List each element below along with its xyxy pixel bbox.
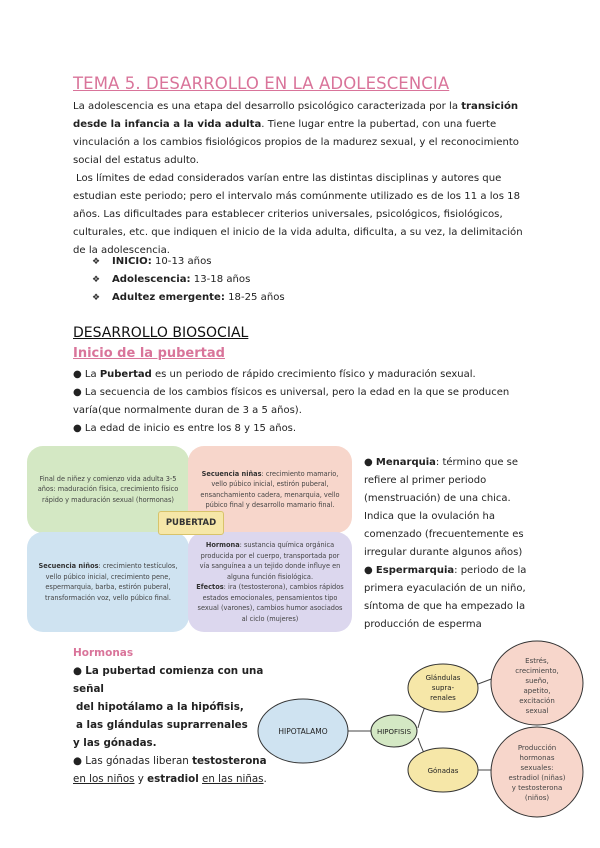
intro-text: . Tiene lugar entre la pubertad, con una fuerte vinculación a los cambios fisiológicos propios de la madurez sexual, y el reconocimiento social del estatus adulto. [73,119,519,166]
estres-label: apetito, [523,687,551,695]
hormonas-line: . [263,773,267,785]
quadrant-text: : crecimiento mamario, vello púbico inicial, estirón puberal, ensanchamiento cadera, menarquia, vello púbico final y desarrollo mamario final. [200,469,340,509]
quadrant-title: Secuencia niños [38,562,99,570]
bullet-value: 13-18 años [190,274,251,285]
text: La [84,369,100,380]
quadrant-title: Secuencia niñas [201,469,262,478]
hormonas-line: en los niños [73,773,135,785]
quadrant-title: Hormona [205,541,240,549]
produccion-label: y testosterona [511,784,563,792]
page-title: TEMA 5. DESARROLLO EN LA ADOLESCENCIA [73,74,450,93]
section-heading-biosocial: DESARROLLO BIOSOCIAL [73,325,249,341]
quadrant-text: Final de niñez y comienzo vida adulta 3-5 años: maduración física, crecimiento físico rápido y maduración sexual (hormonas) [37,474,179,504]
hipotalamo-label: HIPOTALAMO [278,727,328,736]
diamond-icon: ❖ [92,257,101,267]
diamond-icon: ❖ [92,275,101,285]
estres-label: sexual [525,707,549,715]
produccion-label: hormonas [519,754,555,762]
bullet-label: Adultez emergente: [112,292,225,303]
term-label: Espermarquia [375,565,455,576]
bullet-dot-icon: ● [73,423,82,434]
produccion-label: sexuales: [520,764,554,772]
glandulas-label: Glándulas [425,674,461,682]
text-bold: Pubertad [99,369,152,380]
bullet-dot-icon: ● [73,369,82,380]
intro-paragraph-2: Los límites de edad considerados varían entre las distintas disciplinas y autores que estudian este periodo; pero el intervalo más comúnmente utilizado es de los 11 a los 18 años. Las dificultades para establecer criterios universales, psicológicos, fisiológicos, culturales, etc. que indiquen el inicio de la vida adulta, dificulta, a su vez, la delimitación de la adolescencia. [73,173,523,256]
quadrant-title: Efectos [196,583,224,591]
hormonas-line: del hipotálamo a la hipófisis, [76,701,244,713]
hormonas-line: en las niñas [202,773,264,785]
quadrant-text: : ira (testosterona), cambios rápidos estados emocionales, pensamientos tipo sexual (varones), cambios humor asociados al ciclo (mujeres) [197,583,344,623]
hormonas-line: Las gónadas liberan [85,755,193,767]
hormonas-line: estradiol [147,773,199,785]
produccion-node [491,727,583,817]
text: es un periodo de rápido crecimiento físico y maduración sexual. [151,369,476,380]
bullet-dot-icon: ● [73,665,82,677]
bullet-dot-icon: ● [364,457,373,468]
bullet-label: Adolescencia: [112,274,191,285]
bullet-dot-icon: ● [73,387,82,398]
quadrant-text: : sustancia química orgánica producida por el cuerpo, transportada por vía sanguínea a un tejido donde influye en alguna función fisiológica. [199,541,341,581]
intro-text: La adolescencia es una etapa del desarrollo psicológico caracterizada por la [73,101,462,112]
estres-label: crecimiento, [515,667,559,675]
bullet-value: 18-25 años [224,292,285,303]
glandulas-label: supra- [431,684,455,692]
text: La edad de inicio es entre los 8 y 15 años. [84,423,297,434]
hormonas-line: y [134,773,148,785]
hipofisis-label: HIPOFISIS [376,728,412,736]
produccion-label: (niños) [524,794,550,802]
glandulas-label: renales [430,694,456,702]
hormonas-line: La pubertad comienza con una señal [73,665,264,695]
subheading-hormonas: Hormonas [73,647,134,659]
gonadas-label: Gónadas [427,767,459,775]
bullet-dot-icon: ● [73,755,82,767]
produccion-label: estradiol (niñas) [508,774,566,782]
hormonas-line: testosterona [192,755,267,767]
bullet-value: 10-13 años [151,256,212,267]
produccion-label: Producción [517,744,557,752]
hormonas-line: a las glándulas suprarrenales [76,719,248,731]
estres-label: excitación [519,697,555,705]
diamond-icon: ❖ [92,293,101,303]
estres-label: sueño, [525,677,549,685]
bullet-dot-icon: ● [364,565,373,576]
term-label: Menarquia [375,457,436,468]
bullet-label: INICIO: [112,256,152,267]
estres-label: Estrés, [525,657,549,665]
subheading-pubertad: Inicio de la pubertad [73,346,225,361]
text: La secuencia de los cambios físicos es universal, pero la edad en la que se producen varía(que normalmente duran de 3 a 5 años). [73,387,510,416]
pubertad-center-label: PUBERTAD [158,511,224,535]
intro-bold: transición desde la infancia a la vida adulta [73,101,519,130]
term-text: : periodo de la primera eyaculación de un niño, síntoma de que ha empezado la producción de esperma [364,565,527,630]
term-text: : término que se refiere al primer periodo (menstruación) de una chica. Indica que la ovulación ha comenzado (frecuentemente es irregular durante algunos años) [364,457,524,558]
hormonas-line: y las gónadas. [73,737,157,749]
quadrant-text: : crecimiento testículos, vello púbico inicial, crecimiento pene, espermarquia, barba, estirón puberal, transformación voz, vello púbico final. [45,562,178,602]
